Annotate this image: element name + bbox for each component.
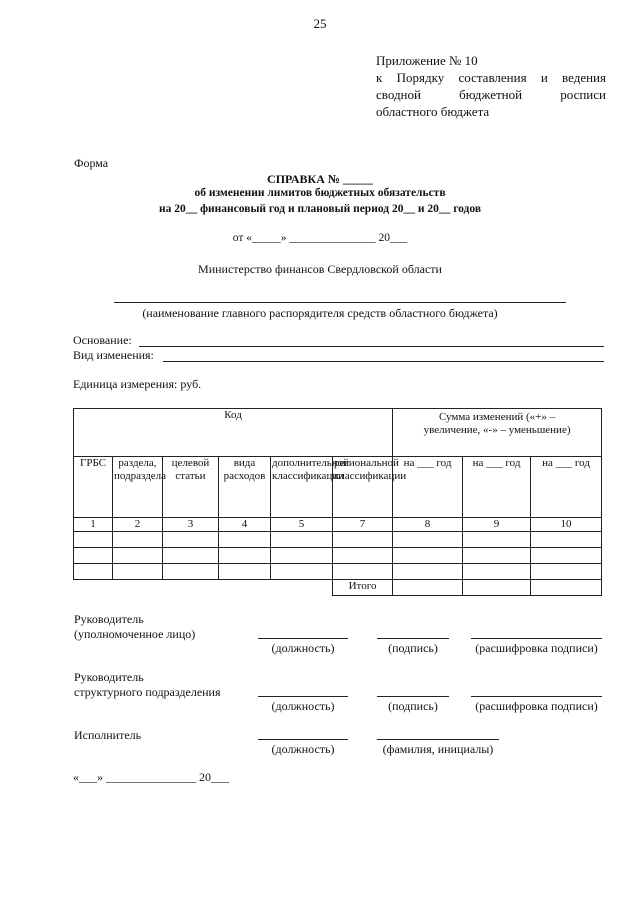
column-number: 8	[393, 518, 463, 532]
head-position-caption: (должность)	[271, 641, 335, 655]
executor-name-line	[377, 739, 499, 740]
dept-signature-line	[377, 696, 449, 697]
dept-decoding-line	[471, 696, 602, 697]
form-label: Форма	[74, 156, 109, 170]
distributor-name-line	[114, 302, 566, 303]
basis-line	[139, 346, 604, 347]
appendix-line-1: Приложение № 10	[376, 53, 478, 68]
appendix-line-2: к Порядку составления и ведения	[376, 70, 606, 85]
total-row	[74, 580, 602, 596]
head-decoding-line	[471, 638, 602, 639]
column-number: 2	[113, 518, 163, 532]
table-row	[74, 532, 602, 548]
dept-position-line	[258, 696, 348, 697]
head-label	[74, 612, 195, 642]
sum-header: Сумма изменений («+» – увеличение, «-» – уменьшение)	[393, 409, 602, 457]
column-number: 5	[271, 518, 333, 532]
column-number: 9	[463, 518, 531, 532]
head-signature-line	[377, 638, 449, 639]
page-number: 25	[313, 16, 327, 31]
column-number: 4	[219, 518, 271, 532]
column-header-section: раздела, подраздела	[113, 457, 163, 518]
head-position-line	[258, 638, 348, 639]
executor-position-caption: (должность)	[271, 742, 335, 756]
appendix-line-3: сводной бюджетной росписи	[376, 87, 606, 102]
ministry-name: Министерство финансов Свердловской области	[198, 262, 442, 276]
column-header-year-2: на ___ год	[463, 457, 531, 518]
executor-position-line	[258, 739, 348, 740]
column-header-grbs: ГРБС	[74, 457, 113, 518]
document-title: СПРАВКА № _____	[267, 172, 373, 186]
unit-label: Единица измерения: руб.	[73, 377, 202, 391]
dept-position-caption: (должность)	[271, 699, 335, 713]
dept-head-label-line-1: Руководитель	[74, 670, 144, 684]
change-type-line	[163, 361, 604, 362]
column-header-additional-classification: дополнительной классификации	[271, 457, 333, 518]
head-signature-caption: (подпись)	[388, 641, 438, 655]
document-subtitle-1: об изменении лимитов бюджетных обязательств	[194, 187, 446, 199]
document-subtitle-2: на 20__ финансовый год и плановый период 20__ и 20__ годов	[158, 203, 482, 215]
column-header-expense-type: вида расходов	[219, 457, 271, 518]
bottom-date-line: «___» _______________ 20___	[73, 770, 229, 784]
executor-name-caption: (фамилия, инициалы)	[382, 742, 494, 756]
column-number: 1	[74, 518, 113, 532]
appendix-header	[376, 52, 606, 120]
column-numbers-row	[74, 518, 602, 532]
document-date-line: от «_____» _______________ 20___	[232, 232, 408, 244]
dept-signature-caption: (подпись)	[388, 699, 438, 713]
appendix-line-4: областного бюджета	[376, 104, 490, 119]
basis-label: Основание:	[73, 333, 132, 347]
dept-decoding-caption: (расшифровка подписи)	[475, 699, 598, 713]
table-row	[74, 564, 602, 580]
head-decoding-caption: (расшифровка подписи)	[475, 641, 598, 655]
dept-head-label-line-2: структурного подразделения	[74, 685, 221, 699]
executor-label: Исполнитель	[74, 728, 142, 742]
column-number: 10	[531, 518, 602, 532]
total-label: Итого	[333, 580, 393, 596]
head-label-line-1: Руководитель	[74, 612, 144, 626]
column-header-target-article: целевой статьи	[163, 457, 219, 518]
column-header-year-1: на ___ год	[393, 457, 463, 518]
table-row	[74, 548, 602, 564]
code-header: Код	[74, 409, 393, 457]
head-label-line-2: (уполномоченное лицо)	[74, 627, 196, 641]
column-number: 3	[163, 518, 219, 532]
column-number: 7	[333, 518, 393, 532]
column-header-year-3: на ___ год	[531, 457, 602, 518]
dept-head-label	[74, 670, 221, 700]
distributor-caption: (наименование главного распорядителя средств областного бюджета)	[142, 306, 498, 320]
column-header-regional-classification: региональной классификации	[333, 457, 393, 518]
change-type-label: Вид изменения:	[73, 348, 154, 362]
limits-change-table	[73, 408, 602, 596]
